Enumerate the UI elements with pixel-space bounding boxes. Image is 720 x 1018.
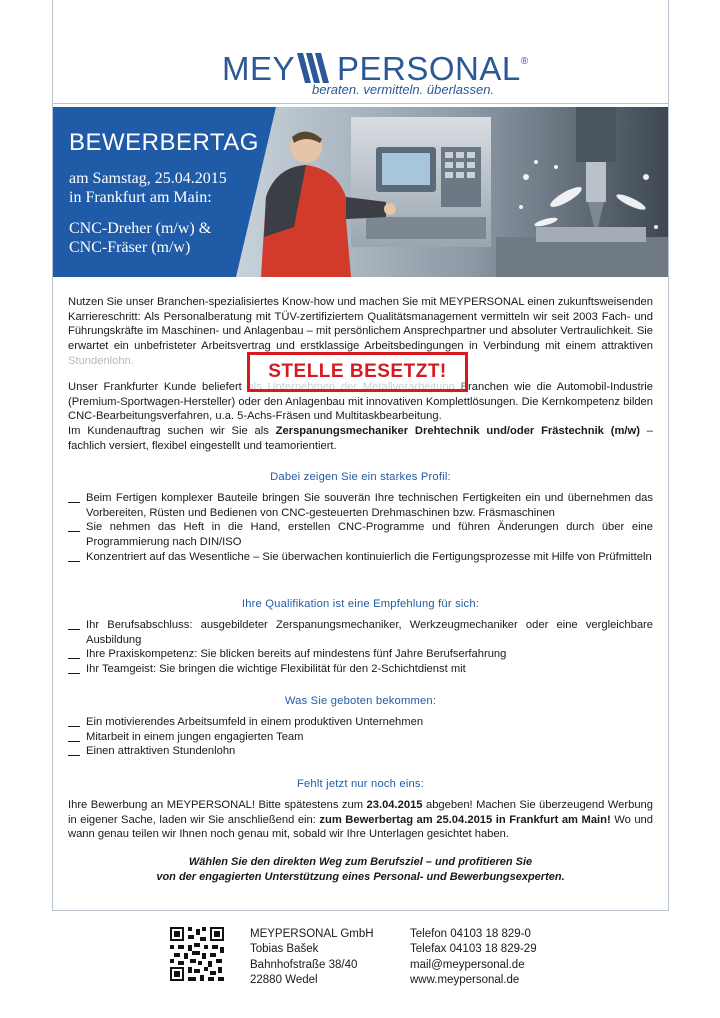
closing-heading: Fehlt jetzt nur noch eins:: [296, 778, 425, 790]
closing-event: zum Bewerbertag am 25.04.2015 in Frankfurt am Main!: [319, 813, 611, 826]
hero-title: BEWERBERTAG: [69, 129, 259, 156]
list-item: Ein motivierendes Arbeitsumfeld in einem produktiven Unternehmen: [68, 715, 653, 730]
slogan: [68, 855, 653, 885]
closing-t1: Ihre Bewerbung an MEYPERSONAL! Bitte spätestens zum: [68, 799, 364, 811]
qr-code-icon: [170, 927, 224, 981]
logo-registered: ®: [520, 56, 529, 67]
list-item: Ihr Berufsabschluss: ausgebildeter Zerspanungsmechaniker, Werkzeugmechaniker oder eine vergleichbare Ausbildung: [68, 618, 653, 647]
logo-brand-right: PERSONAL: [337, 50, 521, 87]
qualification-heading: Ihre Qualifikation ist eine Empfehlung für sich:: [241, 598, 480, 610]
logo-wordmark: [222, 44, 529, 87]
profile-heading: Dabei zeigen Sie ein starkes Profil:: [270, 471, 451, 483]
closing-t2: abgeben! Machen Sie überzeugend Werbung in eigener Sache, laden wir Sie anschließend ein:: [68, 799, 653, 826]
hero-job2: CNC-Fräser (m/w): [69, 239, 191, 256]
logo-brand-left: MEY: [222, 50, 296, 87]
footer-street: Bahnhofstraße 38/40: [250, 958, 358, 971]
list-item: Beim Fertigen komplexer Bauteile bringen Sie souverän Ihre technischen Fertigkeiten ein und übernehmen das Vorbereiten, Rüsten und Bedienen von CNC-gesteuerten Drehmaschinen bzw. Fräsmaschinen: [68, 491, 653, 520]
hero-text: [69, 129, 259, 257]
right-border: [668, 0, 669, 910]
closing-paragraph: [68, 798, 653, 842]
hero-jobs: [69, 219, 259, 257]
list-item: Mitarbeit in einem jungen engagierten Team: [68, 730, 653, 745]
hero-banner: [53, 107, 668, 277]
footer-web-link[interactable]: www.meypersonal.de: [410, 974, 520, 987]
qualification-list: [68, 618, 653, 677]
hero-photo-cnc-machine: [236, 107, 668, 277]
header-divider: [52, 103, 669, 104]
profile-list: [68, 491, 653, 565]
intro-p2-faded: als Unternehmen der Metallverarbeitung: [247, 381, 455, 393]
company-logo: [222, 44, 529, 100]
list-item: Ihr Teamgeist: Sie bringen die wichtige Flexibilität für den 2-Schichtdienst mit: [68, 662, 653, 677]
list-item: Konzentriert auf das Wesentliche – Sie überwachen kontinuierlich die Fertigungsprozesse mit Hilfe von Prüfmitteln: [68, 550, 653, 565]
intro-p2-a: Unser Frankfurter Kunde beliefert: [68, 381, 242, 393]
list-item: Sie nehmen das Heft in die Hand, erstellen CNC-Programme und führen Änderungen durch über eine Programmierung nach DIN/ISO: [68, 520, 653, 549]
offer-list: [68, 715, 653, 759]
logo-slashes-icon: [295, 53, 337, 83]
footer-contact-person: Tobias Bašek: [250, 943, 319, 956]
offer-heading: Was Sie geboten bekommen:: [284, 695, 437, 707]
intro-p2-b: Branchen wie die Automobil-Industrie (Premium-Sportwagen-Hersteller) oder den Anlagenbau mit innovativen Komplettlösungen. Die Kernkompetenz bilden CNC-Bearbeitungsverfahren, u.a. 5-Achs-Fräsen und Multitaskbearbeitung.: [68, 381, 654, 423]
slogan-line2: von der engagierten Unterstützung eines Personal- und Bewerbungsexperten.: [156, 871, 565, 883]
closing-deadline: 23.04.2015: [366, 799, 423, 811]
footer-phone: Telefon 04103 18 829-0: [410, 928, 531, 940]
position-filled-stamp: STELLE BESETZT!: [247, 352, 468, 392]
closing-t3: Wo und wann genau teilen wir Ihnen noch genau mit, sobald wir Ihre Unterlagen gesichtet haben.: [68, 813, 653, 841]
slogan-line1: Wählen Sie den direkten Weg zum Berufsziel – und profitieren Sie: [188, 856, 533, 868]
intro-p2-bold: Zerspanungsmechaniker Drehtechnik und/oder Frästechnik (m/w): [275, 425, 640, 438]
list-item: Ihre Praxiskompetenz: Sie blicken bereits auf mindestens fünf Jahre Berufserfahrung: [68, 647, 653, 662]
intro-p1-faded: Stundenlohn.: [68, 354, 134, 367]
footer-company: MEYPERSONAL GmbH: [250, 928, 374, 940]
intro-p2-c: Im Kundenauftrag suchen wir Sie als: [68, 425, 269, 438]
footer-contact: [410, 927, 537, 989]
hero-date: [69, 169, 259, 207]
hero-date-line1: am Samstag, 25.04.2015: [69, 170, 227, 187]
list-item: Einen attraktiven Stundenlohn: [68, 744, 653, 759]
footer-address: [250, 927, 374, 989]
logo-tagline: beraten. vermitteln. überlassen.: [312, 82, 495, 97]
footer-fax: Telefax 04103 18 829-29: [410, 943, 537, 956]
footer-divider: [52, 910, 669, 911]
footer-email-link[interactable]: mail@meypersonal.de: [410, 958, 525, 971]
intro-p2-d: – fachlich versiert, flexibel eingestellt und teamorientiert.: [68, 425, 654, 452]
hero-job1: CNC-Dreher (m/w) &: [69, 220, 212, 237]
footer-city: 22880 Wedel: [250, 974, 318, 987]
hero-date-line2: in Frankfurt am Main:: [69, 189, 212, 206]
intro-p1-text: Nutzen Sie unser Branchen-spezialisiertes Know-how und machen Sie mit MEYPERSONAL einen zukunftsweisenden Karriereschritt: Als Personalberatung mit TÜV-zertifiziertem Qualitätsmanagement vermitteln wir seit 2003 Fach- und Führungskräfte im Maschinen- und Anlagenbau – mit persönlichem Ansprechpartner und absoluter Vertraulichkeit. Sie erwartet ein unbefristeter Arbeitsvertrag und erstklassige Arbeitsbedingungen in Verbindung mit einem attraktiven: [68, 296, 653, 353]
